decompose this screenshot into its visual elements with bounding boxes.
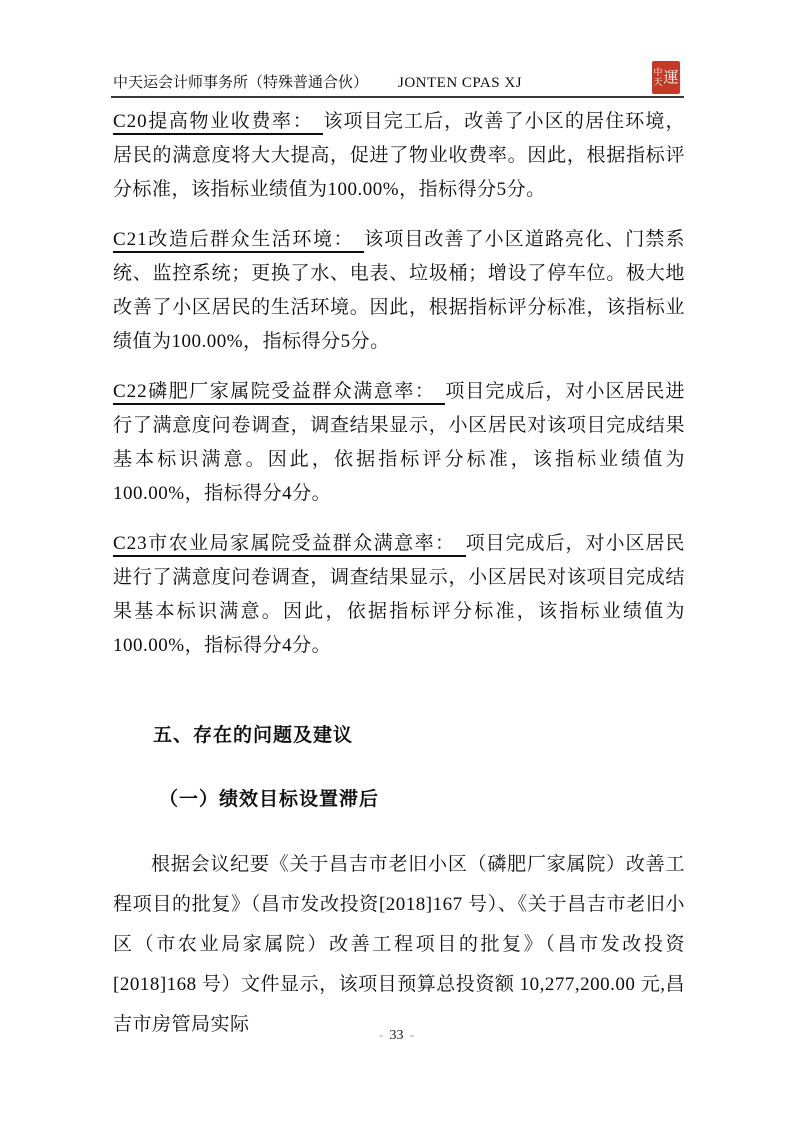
header-divider bbox=[111, 96, 684, 98]
seal-char-bottom-left: 天 bbox=[653, 77, 663, 87]
indicator-c20-text: 该项目完工后，改善了小区的居住环境，居民的满意度将大大提高，促进了物业收费率。因此，根据指标评分标准，该指标业绩值为100.00%，指标得分5分。 bbox=[113, 111, 685, 200]
firm-name-cn: 中天运会计师事务所（特殊普通合伙） bbox=[113, 75, 369, 91]
indicator-paragraph-c23 bbox=[113, 527, 685, 663]
seal-char-right: 運 bbox=[663, 69, 679, 86]
indicator-c22-lead: C22磷肥厂家属院受益群众满意率： bbox=[113, 381, 445, 405]
firm-name-en: JONTEN CPAS XJ bbox=[398, 75, 522, 91]
seal-left-column bbox=[653, 68, 662, 87]
indicator-c20-lead: C20提高物业收费率： bbox=[113, 111, 323, 135]
subsection-heading-performance-targets: （一）绩效目标设置滞后 bbox=[159, 789, 380, 810]
page-number: 33 bbox=[389, 1028, 404, 1043]
company-seal-icon bbox=[652, 61, 680, 94]
indicator-c23-lead: C23市农业局家属院受益群众满意率： bbox=[113, 533, 466, 557]
footer-right-dash: - bbox=[409, 1028, 415, 1043]
footer-left-dash: - bbox=[378, 1028, 384, 1043]
indicator-c22-text: 项目完成后，对小区居民进行了满意度问卷调查，调查结果显示，小区居民对该项目完成结果基本标识满意。因此，依据指标评分标准，该指标业绩值为100.00%，指标得分4分。 bbox=[113, 381, 685, 504]
indicator-paragraph-c21 bbox=[113, 223, 685, 359]
seal-char-top-left: 中 bbox=[653, 67, 663, 77]
page-footer bbox=[0, 1028, 793, 1044]
document-body bbox=[113, 105, 685, 1045]
closing-paragraph: 根据会议纪要《关于昌吉市老旧小区（磷肥厂家属院）改善工程项目的批复》（昌市发改投资[2018]167 号）、《关于昌吉市老旧小区（市农业局家属院）改善工程项目的批复》（昌市发改投资[2018]168 号）文件显示，该项目预算总投资额 10,277,200.00 元,昌吉市房管局实际 bbox=[113, 854, 685, 1035]
indicator-c21-lead: C21改造后群众生活环境： bbox=[113, 229, 364, 253]
page-header bbox=[113, 73, 685, 93]
indicator-c21-text: 该项目改善了小区道路亮化、门禁系统、监控系统；更换了水、电表、垃圾桶；增设了停车位。极大地改善了小区居民的生活环境。因此，根据指标评分标准，该指标业绩值为100.00%，指标得分5分。 bbox=[113, 229, 685, 352]
indicator-paragraph-c20 bbox=[113, 105, 685, 207]
section-heading-problems-suggestions: 五、存在的问题及建议 bbox=[153, 725, 354, 746]
indicator-c23-text: 项目完成后，对小区居民进行了满意度问卷调查，调查结果显示，小区居民对该项目完成结果基本标识满意。因此，依据指标评分标准，该指标业绩值为100.00%，指标得分4分。 bbox=[113, 533, 685, 656]
indicator-paragraph-c22 bbox=[113, 375, 685, 511]
